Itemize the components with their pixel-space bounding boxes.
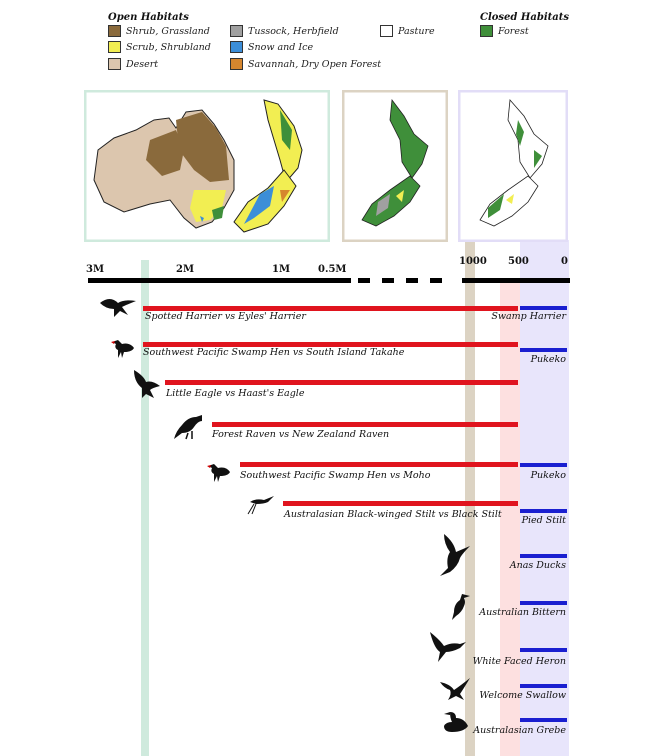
comparison-label: Australasian Black-winged Stilt vs Black Stilt (284, 509, 502, 520)
timeline-axis-left (88, 278, 351, 283)
tick-label: 0.5M (318, 264, 347, 275)
divergence-bar (283, 501, 518, 506)
recent-bar (520, 306, 567, 310)
stilt-icon (244, 492, 278, 516)
swallow-icon (438, 676, 472, 702)
recent-bar (520, 463, 567, 467)
recent-label: Welcome Swallow (479, 690, 566, 701)
legend-open-title: Open Habitats (108, 12, 189, 23)
divergence-bar (240, 462, 518, 467)
legend-item: Forest (480, 25, 529, 37)
recent-bar (520, 554, 567, 558)
comparison-label: Little Eagle vs Haast's Eagle (166, 388, 305, 399)
duck-icon (436, 532, 476, 578)
recent-label: Anas Ducks (509, 560, 566, 571)
tick-label: 1M (272, 264, 291, 275)
comparison-label: Southwest Pacific Swamp Hen vs Moho (240, 470, 431, 481)
recent-bar (520, 684, 567, 688)
recent-label: Pukeko (530, 470, 566, 481)
recent-label: Pukeko (530, 354, 566, 365)
heron-icon (428, 630, 468, 664)
timeline-axis-right (462, 278, 570, 283)
map-australia-panel (84, 90, 330, 242)
comparison-label: Spotted Harrier vs Eyles' Harrier (145, 311, 306, 322)
recent-label: Australian Bittern (479, 607, 566, 618)
band-green (141, 260, 149, 756)
recent-bar (520, 648, 567, 652)
recent-label: Swamp Harrier (491, 311, 566, 322)
tick-label: 3M (86, 264, 105, 275)
timeline-axis-dash (430, 278, 442, 283)
legend-item: Desert (108, 58, 158, 70)
legend-item: Pasture (380, 25, 435, 37)
band-pink (500, 283, 520, 756)
bittern-icon (446, 592, 474, 620)
map-nz-prehuman-panel (342, 90, 448, 242)
divergence-bar (212, 422, 518, 427)
legend-item: Scrub, Shrubland (108, 41, 211, 53)
comparison-label: Southwest Pacific Swamp Hen vs South Island Takahe (143, 347, 405, 358)
legend-item: Snow and Ice (230, 41, 313, 53)
divergence-bar (165, 380, 518, 385)
legend-item: Tussock, Herbfield (230, 25, 339, 37)
legend-item: Shrub, Grassland (108, 25, 210, 37)
recent-bar (520, 509, 567, 513)
grebe-icon (440, 710, 470, 734)
tick-label: 500 (508, 256, 529, 267)
tick-label: 0 (561, 256, 568, 267)
legend-closed-title: Closed Habitats (480, 12, 569, 23)
eagle-icon (130, 368, 162, 400)
swamphen-icon (108, 334, 138, 360)
recent-bar (520, 348, 567, 352)
timeline-axis-dash (358, 278, 370, 283)
recent-bar (520, 718, 567, 722)
recent-label: Australasian Grebe (473, 725, 566, 736)
tick-label: 1000 (459, 256, 487, 267)
recent-label: Pied Stilt (521, 515, 566, 526)
swamphen-icon (204, 458, 234, 484)
tick-label: 2M (176, 264, 195, 275)
comparison-label: Forest Raven vs New Zealand Raven (212, 429, 390, 440)
raven-icon (172, 411, 206, 441)
timeline-axis-dash (382, 278, 394, 283)
legend-item: Savannah, Dry Open Forest (230, 58, 381, 70)
harrier-icon (98, 293, 138, 319)
recent-bar (520, 601, 567, 605)
map-nz-current-panel (458, 90, 568, 242)
timeline-axis-dash (406, 278, 418, 283)
recent-label: White Faced Heron (472, 656, 566, 667)
